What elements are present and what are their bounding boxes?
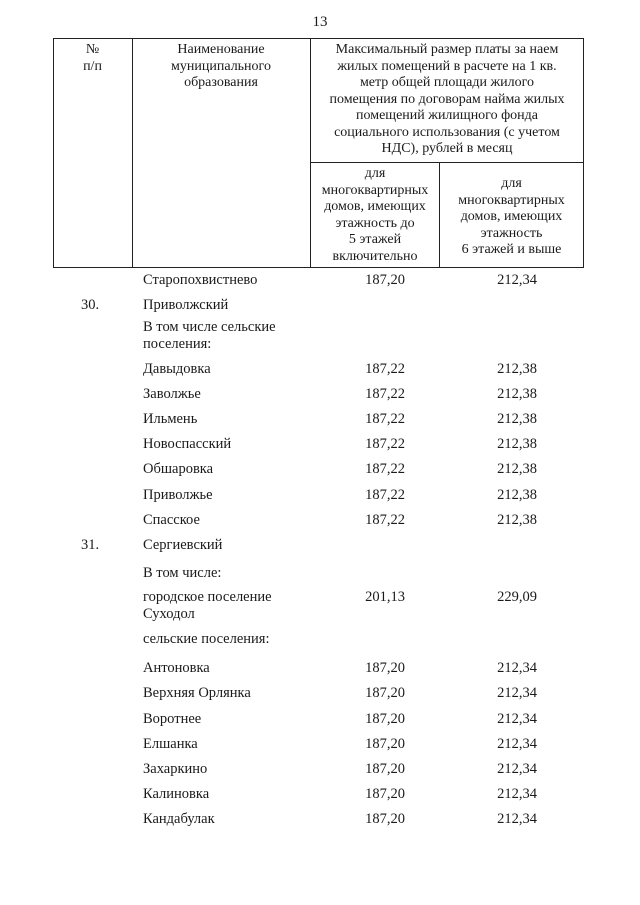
row-name: Обшаровка (143, 461, 214, 477)
row-name: В том числе: (143, 565, 222, 581)
row-number: 30. (81, 297, 100, 313)
row-value-6-plus: 212,34 (497, 761, 537, 777)
row-value-6-plus: 212,34 (497, 660, 537, 676)
row-value-up-to-5: 187,22 (365, 361, 405, 377)
row-name: Заволжье (143, 386, 201, 402)
row-value-up-to-5: 187,20 (365, 786, 405, 802)
row-number: 31. (81, 537, 100, 553)
row-name: городское поселение Суходол (143, 589, 272, 622)
row-value-6-plus: 212,38 (497, 512, 537, 528)
row-name: Воротнее (143, 711, 202, 727)
row-value-6-plus: 212,34 (497, 272, 537, 288)
row-value-up-to-5: 187,20 (365, 811, 405, 827)
row-value-up-to-5: 187,22 (365, 411, 405, 427)
row-value-up-to-5: 187,20 (365, 272, 405, 288)
row-value-up-to-5: 187,20 (365, 736, 405, 752)
row-value-up-to-5: 187,22 (365, 461, 405, 477)
row-name: Приволжский (143, 297, 229, 313)
row-value-6-plus: 212,34 (497, 736, 537, 752)
row-name: Антоновка (143, 660, 210, 676)
row-value-6-plus: 229,09 (497, 589, 537, 605)
row-value-6-plus: 212,34 (497, 711, 537, 727)
row-name: Кандабулак (143, 811, 215, 827)
row-value-up-to-5: 201,13 (365, 589, 405, 605)
row-name: Спасское (143, 512, 200, 528)
header-col-sub1: для многоквартирных домов, имеющих этажность до 5 этажей включительно (321, 166, 429, 264)
row-name: Верхняя Орлянка (143, 685, 251, 701)
row-value-up-to-5: 187,22 (365, 487, 405, 503)
row-name: Елшанка (143, 736, 198, 752)
header-col-name: Наименование муниципального образования (171, 42, 271, 90)
row-value-up-to-5: 187,20 (365, 685, 405, 701)
row-value-6-plus: 212,34 (497, 811, 537, 827)
row-value-up-to-5: 187,22 (365, 512, 405, 528)
table-header (53, 38, 584, 268)
row-name: сельские поселения: (143, 631, 270, 647)
row-name: Давыдовка (143, 361, 211, 377)
row-value-up-to-5: 187,20 (365, 711, 405, 727)
row-name: Приволжье (143, 487, 213, 503)
header-divider-sub (310, 162, 584, 163)
row-name: В том числе сельские поселения: (143, 319, 276, 352)
row-value-6-plus: 212,38 (497, 411, 537, 427)
row-name: Сергиевский (143, 537, 223, 553)
row-value-up-to-5: 187,20 (365, 660, 405, 676)
row-name: Захаркино (143, 761, 208, 777)
row-value-6-plus: 212,38 (497, 386, 537, 402)
header-col-group: Максимальный размер платы за наем жилых помещений в расчете на 1 кв. метр общей площади жилого помещения по договорам найма жилых помещений жилищного фонда социального использования (с учетом НДС), рублей в месяц (329, 42, 565, 156)
row-value-6-plus: 212,38 (497, 361, 537, 377)
row-value-up-to-5: 187,20 (365, 761, 405, 777)
header-border-right (583, 38, 584, 268)
row-value-6-plus: 212,38 (497, 461, 537, 477)
row-value-6-plus: 212,34 (497, 685, 537, 701)
row-value-up-to-5: 187,22 (365, 436, 405, 452)
row-name: Калиновка (143, 786, 210, 802)
header-col-sub2: для многоквартирных домов, имеющих этажность 6 этажей и выше (458, 176, 565, 257)
page-number: 13 (312, 14, 328, 30)
row-value-6-plus: 212,34 (497, 786, 537, 802)
row-value-6-plus: 212,38 (497, 436, 537, 452)
row-name: Ильмень (143, 411, 198, 427)
row-value-6-plus: 212,38 (497, 487, 537, 503)
row-name: Старопохвистнево (143, 272, 258, 288)
row-value-up-to-5: 187,22 (365, 386, 405, 402)
row-name: Новоспасский (143, 436, 232, 452)
header-col-number: № п/п (83, 42, 102, 74)
